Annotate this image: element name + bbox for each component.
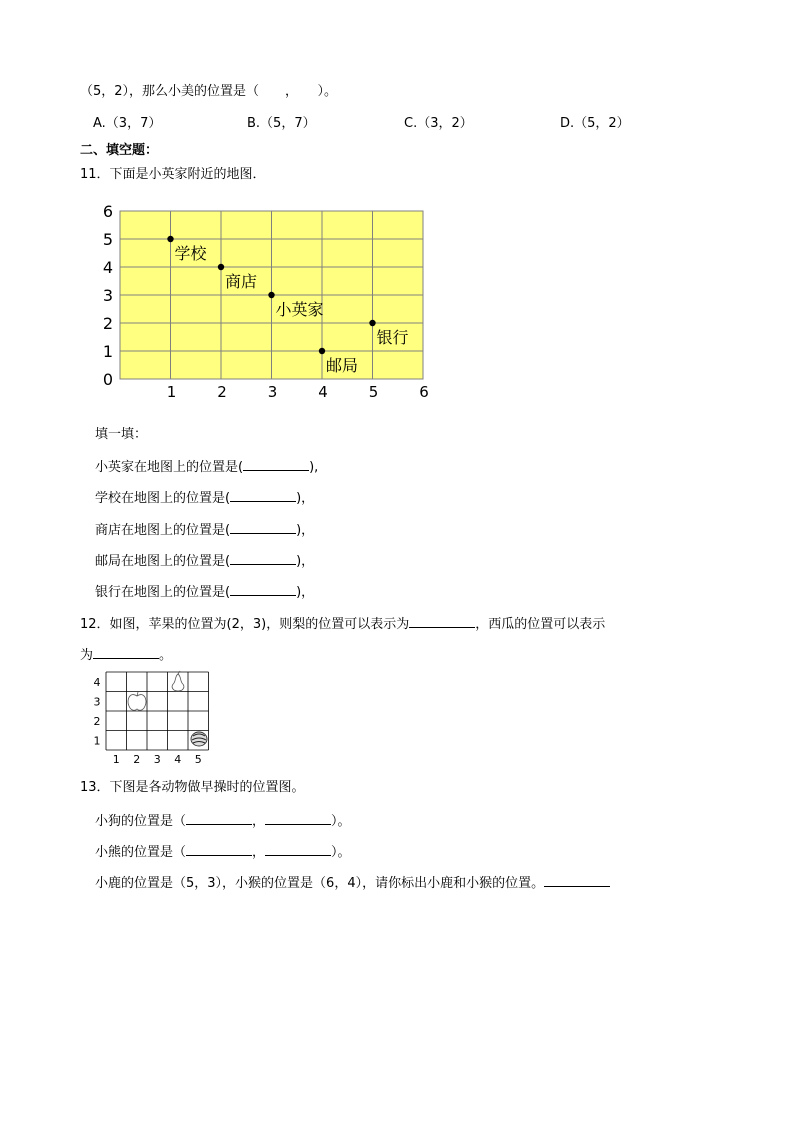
q12-text: 为 (80, 648, 94, 663)
dog-label: 小狗的位置是（ (95, 814, 187, 829)
fill-line-label: 小英家在地图上的位置是( (95, 460, 244, 475)
fruit-grid-x-label: 5 (194, 753, 202, 766)
fill-title: 填一填： (95, 427, 148, 442)
fruit-grid-x-label: 2 (133, 753, 141, 766)
close-paren: ）。 (331, 845, 351, 860)
fruit-grid-x-label: 1 (112, 753, 120, 766)
y-tick-label: 3 (102, 286, 114, 305)
bear-x-blank[interactable] (186, 843, 252, 856)
answer-blank[interactable] (230, 489, 296, 502)
map-y-ticks (103, 202, 113, 389)
place-label: 商店 (225, 272, 258, 291)
dog-x-blank[interactable] (186, 812, 252, 825)
fill-line-label: 商店在地图上的位置是( (95, 523, 231, 538)
place-label: 银行 (376, 328, 409, 347)
fruit-grid-y-label: 2 (93, 715, 101, 728)
fill-line-shop (95, 521, 314, 539)
q10-option-d[interactable]: D.（5，2） (560, 116, 630, 131)
y-tick-label: 0 (102, 370, 114, 389)
fruit-grid-y-label: 1 (93, 734, 101, 748)
dog-position-line (95, 812, 351, 830)
place-label: 学校 (174, 244, 207, 263)
fill-line-post (95, 552, 314, 570)
fruit-grid-y-ticks (94, 676, 101, 748)
y-tick-label: 5 (102, 230, 114, 249)
place-label: 小英家 (275, 300, 324, 319)
q12-text: ，西瓜的位置可以表示 (475, 617, 606, 632)
fill-line-label: 银行在地图上的位置是( (95, 585, 231, 600)
q10-stem-tail: （5，2），那么小美的位置是（ ， ）。 (80, 84, 338, 99)
q13-stem: 13．下图是各动物做早操时的位置图。 (80, 780, 305, 795)
answer-blank[interactable] (243, 458, 309, 471)
fill-line-school (95, 489, 314, 507)
q11-stem: 11．下面是小英家附近的地图． (80, 167, 266, 182)
q12-text: 12．如图，苹果的位置为(2，3)，则梨的位置可以表示为 (80, 617, 410, 632)
dog-y-blank[interactable] (265, 812, 331, 825)
answer-blank[interactable] (230, 521, 296, 534)
deer-monkey-blank[interactable] (544, 874, 610, 887)
y-tick-label: 1 (102, 342, 114, 361)
x-tick-label: 4 (318, 383, 328, 401)
x-tick-label: 2 (217, 383, 227, 401)
bear-position-line (95, 843, 351, 861)
answer-blank[interactable] (230, 552, 296, 565)
fill-line-label: 邮局在地图上的位置是( (95, 554, 231, 569)
place-dot (167, 236, 173, 242)
comma: ， (252, 814, 266, 829)
bear-y-blank[interactable] (265, 843, 331, 856)
y-tick-label: 6 (102, 202, 114, 221)
x-tick-label: 6 (419, 383, 429, 401)
fruit-grid-x-label: 3 (153, 753, 161, 766)
fruit-grid-y-label: 3 (93, 695, 101, 709)
place-label: 邮局 (326, 356, 359, 375)
map-x-ticks (167, 383, 429, 401)
q10-option-a[interactable]: A.（3，7） (93, 116, 162, 131)
x-tick-label: 5 (368, 383, 379, 401)
fill-line-end: )， (296, 554, 315, 569)
fill-line-end: ), (309, 460, 319, 475)
fruit-grid-x-label: 4 (174, 753, 182, 766)
pear-answer-blank[interactable] (409, 615, 475, 628)
fill-line-end: )， (296, 585, 315, 600)
x-tick-label: 3 (267, 383, 278, 401)
deer-monkey-line (95, 874, 610, 892)
fill-line-bank (95, 583, 314, 601)
place-dot (319, 348, 325, 354)
fill-line-label: 学校在地图上的位置是( (95, 491, 231, 506)
close-paren: ）。 (331, 814, 351, 829)
watermelon-answer-blank[interactable] (93, 646, 159, 659)
q12-text: 。 (159, 648, 173, 663)
apple-icon (128, 692, 146, 710)
q10-option-c[interactable]: C.（3，2） (404, 116, 473, 131)
section-title: 二、填空题： (80, 143, 159, 158)
answer-blank[interactable] (230, 583, 296, 596)
watermelon-icon (191, 732, 207, 746)
fill-line-end: )， (296, 523, 315, 538)
fruit-grid-y-label: 4 (93, 676, 101, 689)
x-tick-label: 1 (166, 383, 177, 401)
y-tick-label: 2 (102, 314, 114, 333)
fill-line-home (95, 458, 318, 476)
place-dot (268, 292, 274, 298)
bear-label: 小熊的位置是（ (95, 845, 187, 860)
deer-monkey-text: 小鹿的位置是（5，3），小猴的位置是（6，4），请你标出小鹿和小猴的位置。 (95, 876, 545, 891)
q12-grid (88, 670, 218, 770)
fill-line-end: )， (296, 491, 315, 506)
place-dot (218, 264, 224, 270)
q10-option-b[interactable]: B.（5，7） (247, 116, 316, 131)
q12-line2 (80, 646, 172, 664)
y-tick-label: 4 (102, 258, 114, 277)
comma: ， (252, 845, 266, 860)
fruit-grid-x-ticks (113, 753, 202, 766)
place-dot (369, 320, 375, 326)
pear-icon (172, 671, 184, 691)
q12-line1 (80, 615, 605, 633)
q11-map (90, 200, 440, 405)
